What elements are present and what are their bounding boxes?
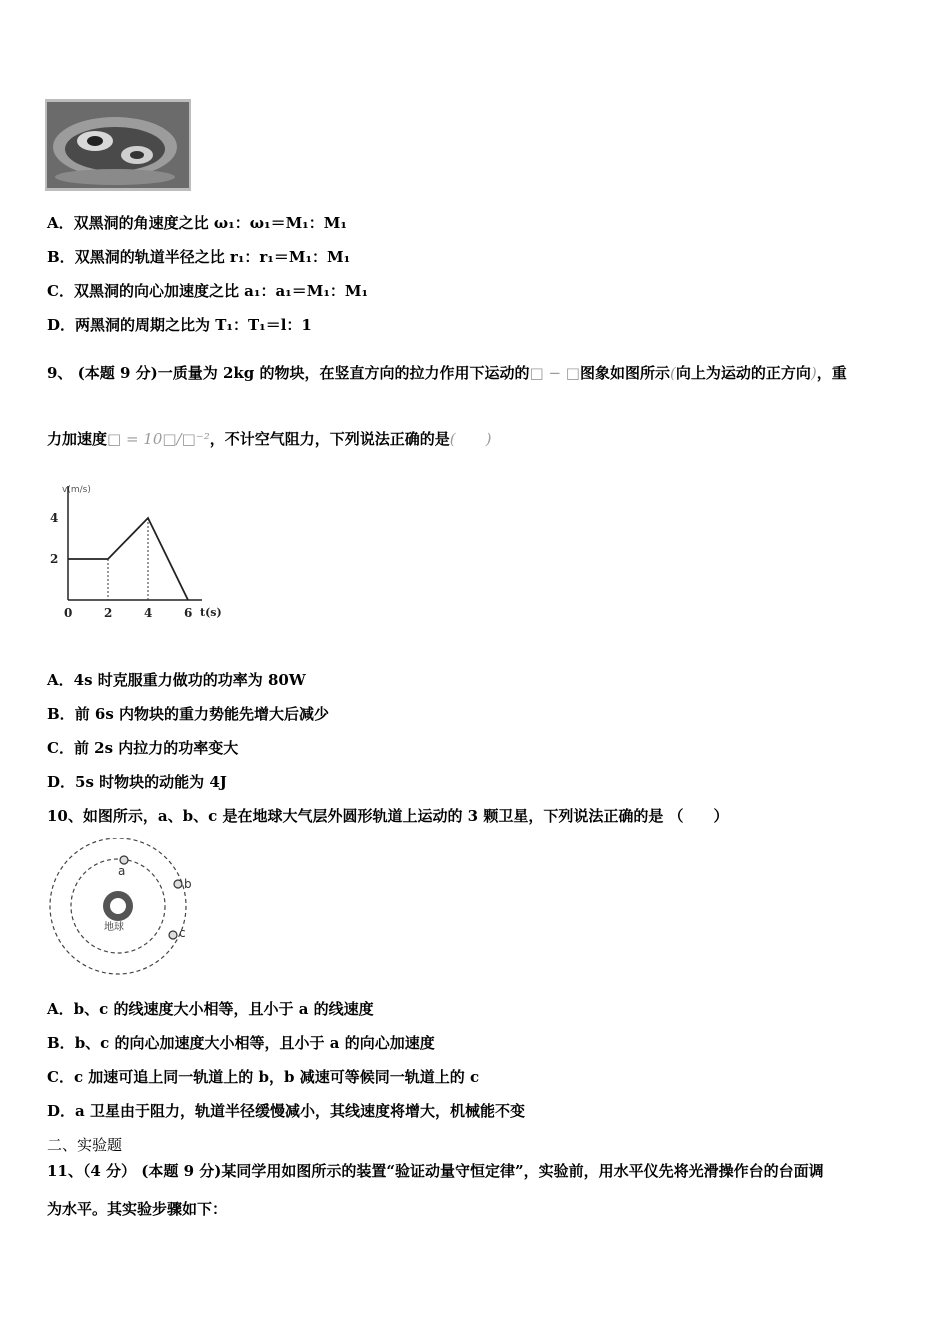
satellite-b-label: b xyxy=(184,877,192,891)
satellite-b xyxy=(174,880,182,888)
q8-option-a: A．双黑洞的角速度之比 ω₁：ω₁＝M₁：M₁ xyxy=(47,214,347,232)
q9-option-a: A．4s 时克服重力做功的功率为 80W xyxy=(47,671,306,689)
earth-highlight xyxy=(110,898,126,914)
x-tick-label-2: 2 xyxy=(104,606,113,620)
x-tick-label-6: 6 xyxy=(184,606,193,620)
q9-option-d: D．5s 时物块的动能为 4J xyxy=(47,773,227,791)
x-tick-label-0: 0 xyxy=(64,606,73,620)
q10-option-d: D．a 卫星由于阻力，轨道半径缓慢减小，其线速度将增大，机械能不变 xyxy=(47,1102,525,1120)
q9-option-b: B．前 6s 内物块的重力势能先增大后减少 xyxy=(47,705,330,723)
y-axis-label: v(m/s) xyxy=(62,485,91,495)
satellite-a xyxy=(120,856,128,864)
velocity-time-graph xyxy=(40,478,240,628)
y-tick-label-4: 4 xyxy=(50,511,59,525)
satellite-c xyxy=(169,931,177,939)
velocity-series-line xyxy=(68,518,188,600)
q9-stem-line2: 力加速度□ = 10□/□⁻²，不计空气阻力，下列说法正确的是( ) xyxy=(47,430,492,448)
satellite-orbit-diagram xyxy=(42,838,212,978)
q9-stem-line1: 9、 (本题 9 分)一质量为 2kg 的物块，在竖直方向的拉力作用下运动的□ − □图象如图所示(向上为运动的正方向)，重 xyxy=(47,364,847,382)
q8-option-d: D．两黑洞的周期之比为 T₁：T₁＝l：1 xyxy=(47,316,312,334)
black-hole-photo xyxy=(45,99,191,191)
x-tick-label-4: 4 xyxy=(144,606,153,620)
q8-option-b: B．双黑洞的轨道半径之比 r₁：r₁＝M₁：M₁ xyxy=(47,248,351,266)
q9-option-c: C．前 2s 内拉力的功率变大 xyxy=(47,739,239,757)
q10-stem: 10、如图所示，a、b、c 是在地球大气层外圆形轨道上运动的 3 颗卫星，下列说法正确的是 （ ） xyxy=(47,807,729,825)
q11-line2: 为水平。其实验步骤如下： xyxy=(47,1200,228,1218)
satellite-c-label: c xyxy=(179,926,186,940)
q10-option-c: C．c 加速可追上同一轨道上的 b，b 减速可等候同一轨道上的 c xyxy=(47,1068,480,1086)
q10-option-b: B．b、c 的向心加速度大小相等，且小于 a 的向心加速度 xyxy=(47,1034,435,1052)
x-axis-label: t(s) xyxy=(200,606,222,619)
y-tick-label-2: 2 xyxy=(50,552,59,566)
satellite-a-label: a xyxy=(118,864,126,878)
q10-option-a: A．b、c 的线速度大小相等，且小于 a 的线速度 xyxy=(47,1000,374,1018)
q8-option-c: C．双黑洞的向心加速度之比 a₁：a₁＝M₁：M₁ xyxy=(47,282,369,300)
q11-line1: 11、（4 分） (本题 9 分)某同学用如图所示的装置“验证动量守恒定律”，实验前，用水平仪先将光滑操作台的台面调 xyxy=(47,1162,824,1180)
earth-label: 地球 xyxy=(104,922,124,933)
section-title: 二、实验题 xyxy=(47,1136,123,1154)
